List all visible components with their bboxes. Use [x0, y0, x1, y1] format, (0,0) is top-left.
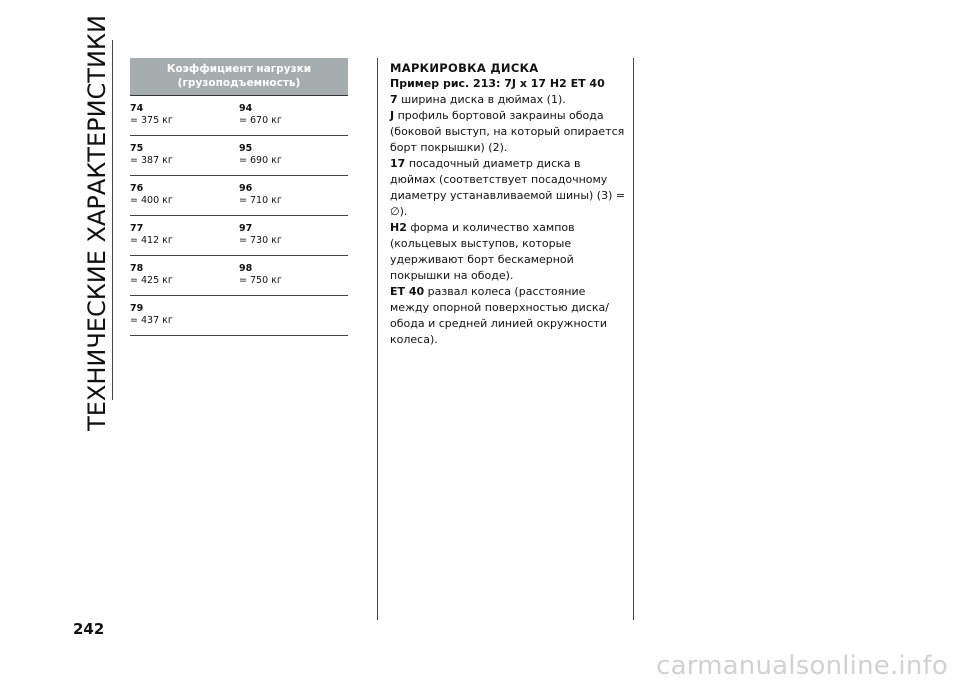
table-cell-right — [239, 143, 348, 169]
table-row — [130, 216, 348, 256]
section-title-text: ТЕХНИЧЕСКИЕ ХАРАКТЕРИСТИКИ — [83, 14, 112, 431]
load-value: = 387 кг — [130, 155, 173, 166]
table-cell-left — [130, 183, 239, 209]
watermark: carmanualsonline.info — [656, 651, 948, 681]
marking-code: 7 — [390, 93, 398, 106]
column-divider — [633, 58, 634, 620]
table-cell-right — [239, 303, 348, 329]
table-cell-left — [130, 103, 239, 129]
load-index: 76 — [130, 183, 144, 194]
load-table-header-line1: Коэффициент нагрузки — [166, 63, 312, 75]
table-cell-right — [239, 223, 348, 249]
load-index: 95 — [239, 143, 253, 154]
marking-item — [390, 156, 626, 220]
load-value: = 690 кг — [239, 155, 282, 166]
load-value: = 375 кг — [130, 115, 173, 126]
load-value: = 710 кг — [239, 195, 282, 206]
load-index: 77 — [130, 223, 144, 234]
load-value: = 437 кг — [130, 315, 173, 326]
table-row — [130, 136, 348, 176]
column-divider — [377, 58, 378, 620]
load-value: = 425 кг — [130, 275, 173, 286]
load-index: 75 — [130, 143, 144, 154]
table-cell-left — [130, 143, 239, 169]
marking-code: ET 40 — [390, 285, 425, 298]
load-index: 79 — [130, 303, 144, 314]
marking-item — [390, 284, 626, 348]
table-cell-right — [239, 183, 348, 209]
load-value: = 730 кг — [239, 235, 282, 246]
load-table-header — [130, 58, 348, 96]
table-row — [130, 256, 348, 296]
load-index: 97 — [239, 223, 253, 234]
load-index-table — [130, 58, 348, 336]
marking-text: посадочный диаметр диска в дюймах (соответствует посадочному диаметру устанавливаемой шины) (3) = ∅). — [390, 157, 626, 218]
table-cell-left — [130, 263, 239, 289]
wheel-marking-section — [390, 60, 626, 348]
table-cell-right — [239, 103, 348, 129]
load-index: 94 — [239, 103, 253, 114]
example-line: Пример рис. 213: 7J x 17 H2 ET 40 — [390, 77, 605, 90]
marking-text: ширина диска в дюймах (1). — [401, 93, 566, 106]
load-index: 98 — [239, 263, 253, 274]
marking-item — [390, 220, 626, 284]
table-cell-left — [130, 223, 239, 249]
load-value: = 750 кг — [239, 275, 282, 286]
marking-code: J — [390, 109, 395, 122]
marking-item — [390, 108, 626, 156]
marking-code: 17 — [390, 157, 406, 170]
load-value: = 412 кг — [130, 235, 173, 246]
load-value: = 670 кг — [239, 115, 282, 126]
load-index: 74 — [130, 103, 144, 114]
marking-code: H2 — [390, 221, 407, 234]
page-number: 242 — [73, 620, 105, 638]
section-title-vertical — [72, 14, 122, 431]
load-index: 96 — [239, 183, 253, 194]
marking-text: форма и количество хампов (кольцевых выступов, которые удерживают борт бескамерной покрышки на ободе). — [390, 221, 575, 282]
load-value: = 400 кг — [130, 195, 173, 206]
marking-item — [390, 92, 626, 108]
side-rule — [112, 40, 113, 400]
table-row — [130, 176, 348, 216]
marking-text: развал колеса (расстояние между опорной поверхностью диска/обода и средней линией окружности колеса). — [390, 285, 609, 346]
table-cell-right — [239, 263, 348, 289]
section-heading: МАРКИРОВКА ДИСКА — [390, 61, 539, 75]
table-row — [130, 96, 348, 136]
load-table-header-line2: (грузоподъемность) — [177, 77, 301, 89]
table-cell-left — [130, 303, 239, 329]
load-index: 78 — [130, 263, 144, 274]
table-row — [130, 296, 348, 336]
marking-text: профиль бортовой закраины обода (боковой выступ, на который опирается борт покрышки) (2). — [390, 109, 625, 154]
